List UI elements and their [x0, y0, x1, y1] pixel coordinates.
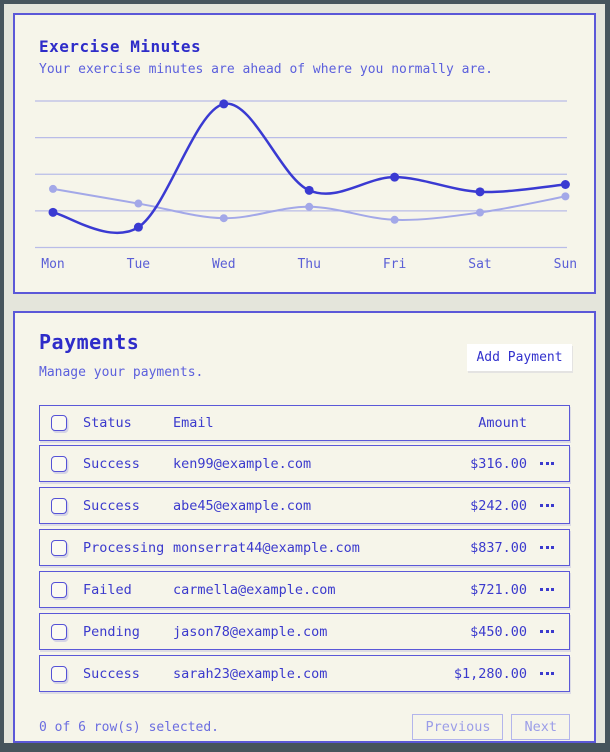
page-background: [4, 4, 605, 743]
row-checkbox[interactable]: [51, 456, 67, 472]
table-footer: [39, 714, 570, 740]
primary-line-dot: [305, 186, 314, 195]
row-menu-icon[interactable]: [535, 494, 559, 518]
row-menu-icon[interactable]: [535, 452, 559, 476]
primary-line-dot: [561, 180, 570, 189]
primary-line-dot: [134, 223, 143, 232]
status-column-header: Status: [83, 415, 132, 431]
email-column-header: Email: [173, 415, 214, 431]
secondary-line-dot: [49, 185, 57, 193]
table-row[interactable]: [39, 613, 570, 650]
email-cell: carmella@example.com: [173, 581, 336, 598]
email-cell: monserrat44@example.com: [173, 539, 360, 556]
table-row[interactable]: [39, 655, 570, 692]
exercise-line-chart: [15, 15, 598, 296]
amount-cell: $1,280.00: [453, 665, 527, 682]
secondary-line-dot: [561, 192, 569, 200]
email-cell: ken99@example.com: [173, 455, 312, 472]
x-axis-label: Fri: [382, 257, 407, 272]
x-axis-label: Sat: [468, 257, 492, 272]
email-cell: sarah23@example.com: [173, 665, 328, 682]
primary-line-dot: [219, 99, 228, 108]
x-axis-label: Wed: [212, 257, 236, 272]
exercise-minutes-card: [13, 13, 596, 294]
secondary-line-dot: [220, 214, 228, 222]
primary-line-dot: [390, 173, 399, 182]
email-cell: abe45@example.com: [173, 497, 312, 514]
header-spacer: [535, 411, 559, 435]
next-page-button[interactable]: Next: [511, 714, 570, 740]
status-cell: Success: [83, 665, 140, 682]
row-menu-icon[interactable]: [535, 536, 559, 560]
exercise-card-subtitle: Your exercise minutes are ahead of where you normally are.: [39, 62, 493, 77]
secondary-line-dot: [134, 200, 142, 208]
amount-cell: $721.00: [470, 581, 527, 598]
row-checkbox[interactable]: [51, 540, 67, 556]
row-checkbox[interactable]: [51, 498, 67, 514]
status-cell: Processing: [83, 539, 165, 556]
row-menu-icon[interactable]: [535, 578, 559, 602]
x-axis-label: Sun: [553, 257, 578, 272]
amount-cell: $316.00: [470, 455, 527, 472]
table-row[interactable]: [39, 571, 570, 608]
amount-cell: $450.00: [470, 623, 527, 640]
exercise-card-title: Exercise Minutes: [39, 37, 202, 56]
status-cell: Failed: [83, 581, 132, 598]
x-axis-label: Mon: [41, 257, 65, 272]
row-menu-icon[interactable]: [535, 662, 559, 686]
primary-line-dot: [49, 208, 58, 217]
payments-card-subtitle: Manage your payments.: [39, 365, 204, 380]
table-header-row: [39, 405, 570, 441]
x-axis-label: Tue: [126, 257, 151, 272]
row-checkbox[interactable]: [51, 582, 67, 598]
secondary-line-dot: [476, 208, 484, 216]
status-cell: Pending: [83, 623, 140, 640]
row-menu-icon[interactable]: [535, 620, 559, 644]
x-axis-label: Thu: [297, 257, 321, 272]
email-cell: jason78@example.com: [173, 623, 328, 640]
payments-card-title: Payments: [39, 330, 140, 354]
select-all-checkbox[interactable]: [51, 415, 67, 431]
row-checkbox[interactable]: [51, 624, 67, 640]
payments-card: [13, 311, 596, 743]
primary-line-dot: [476, 187, 485, 196]
secondary-line-dot: [305, 203, 313, 211]
rows-selected-text: 0 of 6 row(s) selected.: [39, 719, 220, 735]
previous-page-button[interactable]: Previous: [412, 714, 503, 740]
amount-cell: $837.00: [470, 539, 527, 556]
table-row[interactable]: [39, 487, 570, 524]
add-payment-button[interactable]: Add Payment: [467, 344, 572, 371]
amount-cell: $242.00: [470, 497, 527, 514]
table-row[interactable]: [39, 445, 570, 482]
secondary-line-dot: [391, 216, 399, 224]
status-cell: Success: [83, 497, 140, 514]
amount-column-header: Amount: [478, 415, 527, 431]
primary-line: [53, 104, 565, 233]
payments-table: [39, 405, 570, 697]
status-cell: Success: [83, 455, 140, 472]
table-row[interactable]: [39, 529, 570, 566]
row-checkbox[interactable]: [51, 666, 67, 682]
